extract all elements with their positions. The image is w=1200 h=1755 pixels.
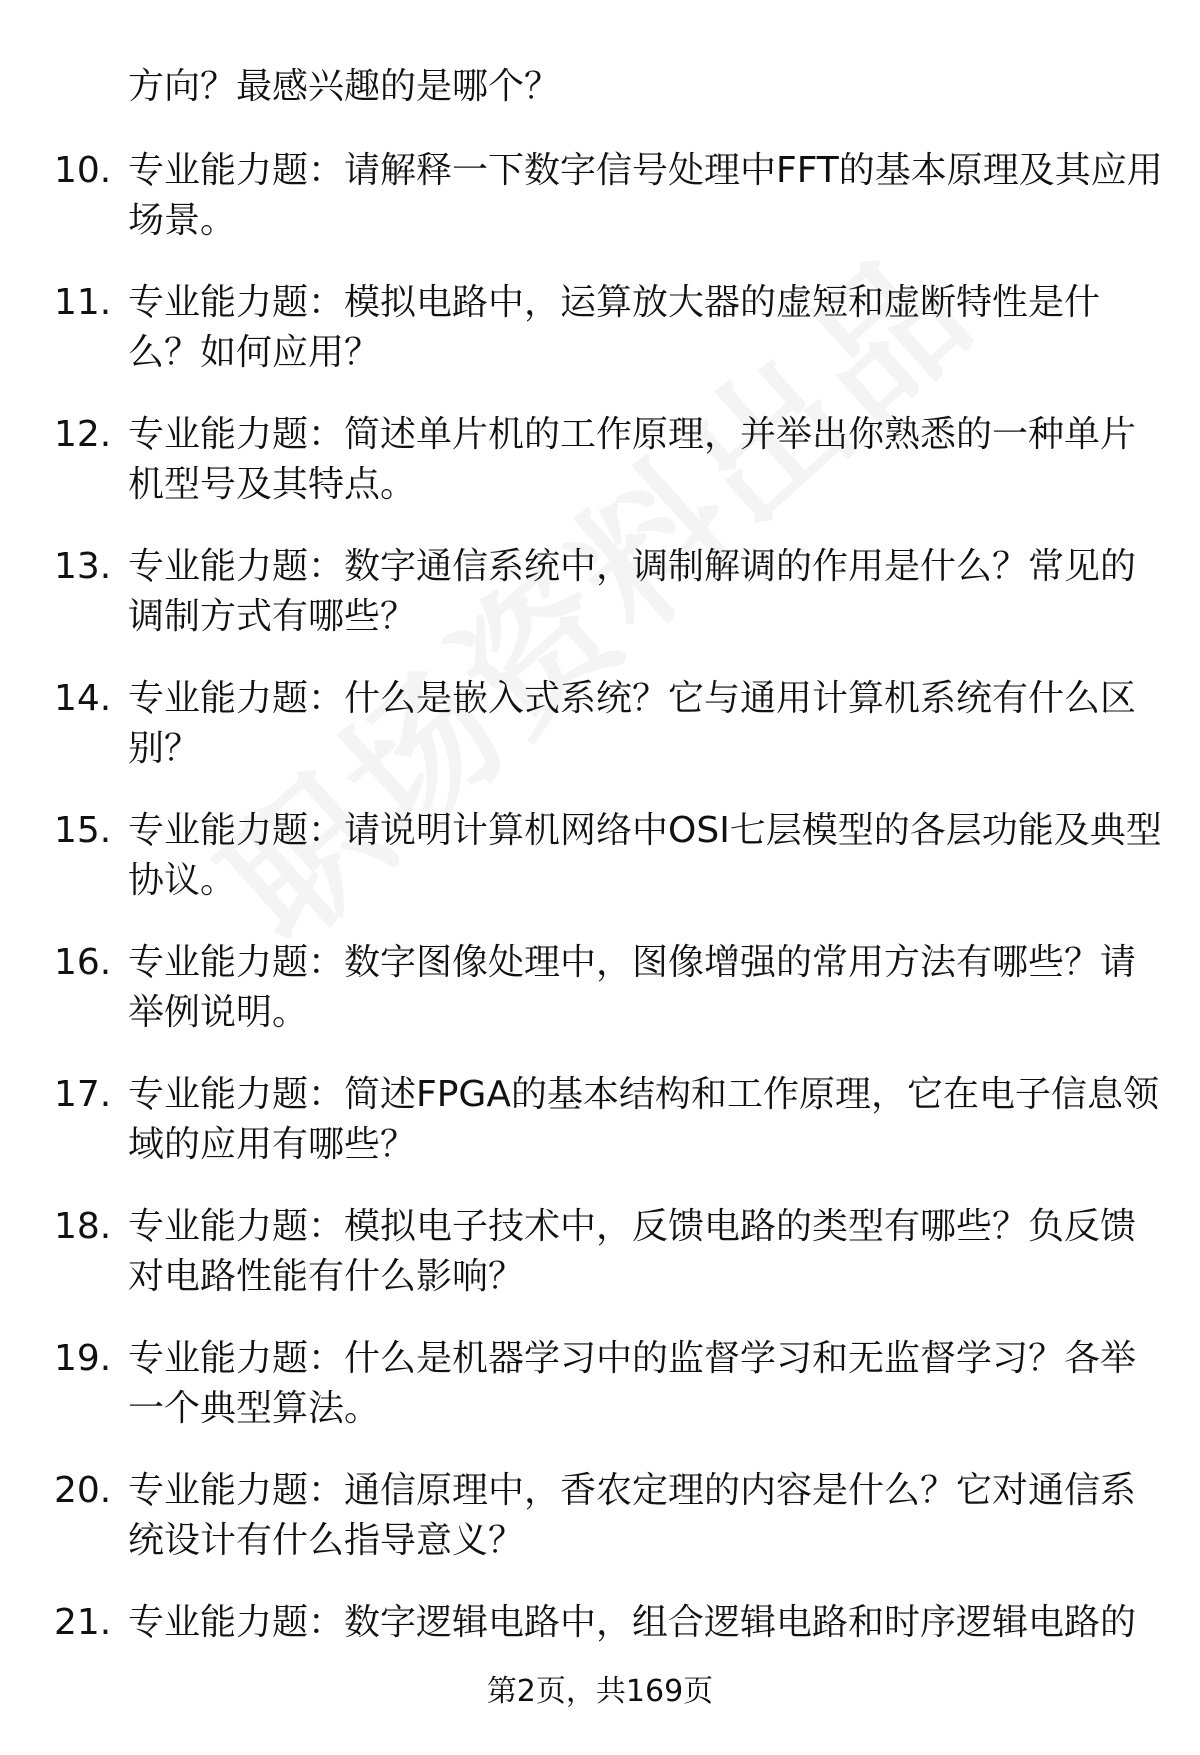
list-item [0,788,1200,920]
question-text: 专业能力题：数字通信系统中，调制解调的作用是什么？常见的调制方式有哪些？ [128,546,1137,637]
question-number: 16. [54,942,112,983]
question-list [0,128,1200,1712]
continuation-text: 方向？最感兴趣的是哪个？ [128,66,561,107]
question-text: 专业能力题：请说明计算机网络中OSI七层模型的各层功能及典型协议。 [128,810,1162,901]
question-number: 12. [54,414,112,455]
question-number: 14. [54,678,112,719]
question-text: 专业能力题：数字图像处理中，图像增强的常用方法有哪些？请举例说明。 [128,942,1137,1033]
list-item [0,1448,1200,1580]
question-text: 专业能力题：什么是机器学习中的监督学习和无监督学习？各举一个典型算法。 [128,1338,1137,1429]
question-number: 21. [54,1602,112,1643]
list-item [0,524,1200,656]
question-number: 15. [54,810,112,851]
list-item [0,656,1200,788]
page-number-footer: 第2页，共169页 [486,1674,714,1709]
list-item [0,920,1200,1052]
list-item [0,1184,1200,1316]
question-text: 专业能力题：模拟电路中，运算放大器的虚短和虚断特性是什么？如何应用？ [128,282,1101,373]
question-number: 17. [54,1074,112,1115]
question-text: 专业能力题：什么是嵌入式系统？它与通用计算机系统有什么区别？ [128,678,1137,769]
question-number: 11. [54,282,112,323]
question-text: 专业能力题：数字逻辑电路中，组合逻辑电路和时序逻辑电路的 [128,1602,1137,1643]
question-number: 13. [54,546,112,587]
list-item [0,392,1200,524]
list-item [0,260,1200,392]
question-text: 专业能力题：简述FPGA的基本结构和工作原理，它在电子信息领域的应用有哪些？ [128,1074,1159,1165]
list-item [0,128,1200,260]
question-text: 专业能力题：模拟电子技术中，反馈电路的类型有哪些？负反馈对电路性能有什么影响？ [128,1206,1137,1297]
list-item [0,1316,1200,1448]
question-text: 专业能力题：请解释一下数字信号处理中FFT的基本原理及其应用场景。 [128,150,1163,241]
question-number: 10. [54,150,112,191]
question-number: 18. [54,1206,112,1247]
list-item [0,1052,1200,1184]
question-text: 专业能力题：通信原理中，香农定理的内容是什么？它对通信系统设计有什么指导意义？ [128,1470,1137,1561]
question-number: 19. [54,1338,112,1379]
question-number: 20. [54,1470,112,1511]
question-text: 专业能力题：简述单片机的工作原理，并举出你熟悉的一种单片机型号及其特点。 [128,414,1137,505]
